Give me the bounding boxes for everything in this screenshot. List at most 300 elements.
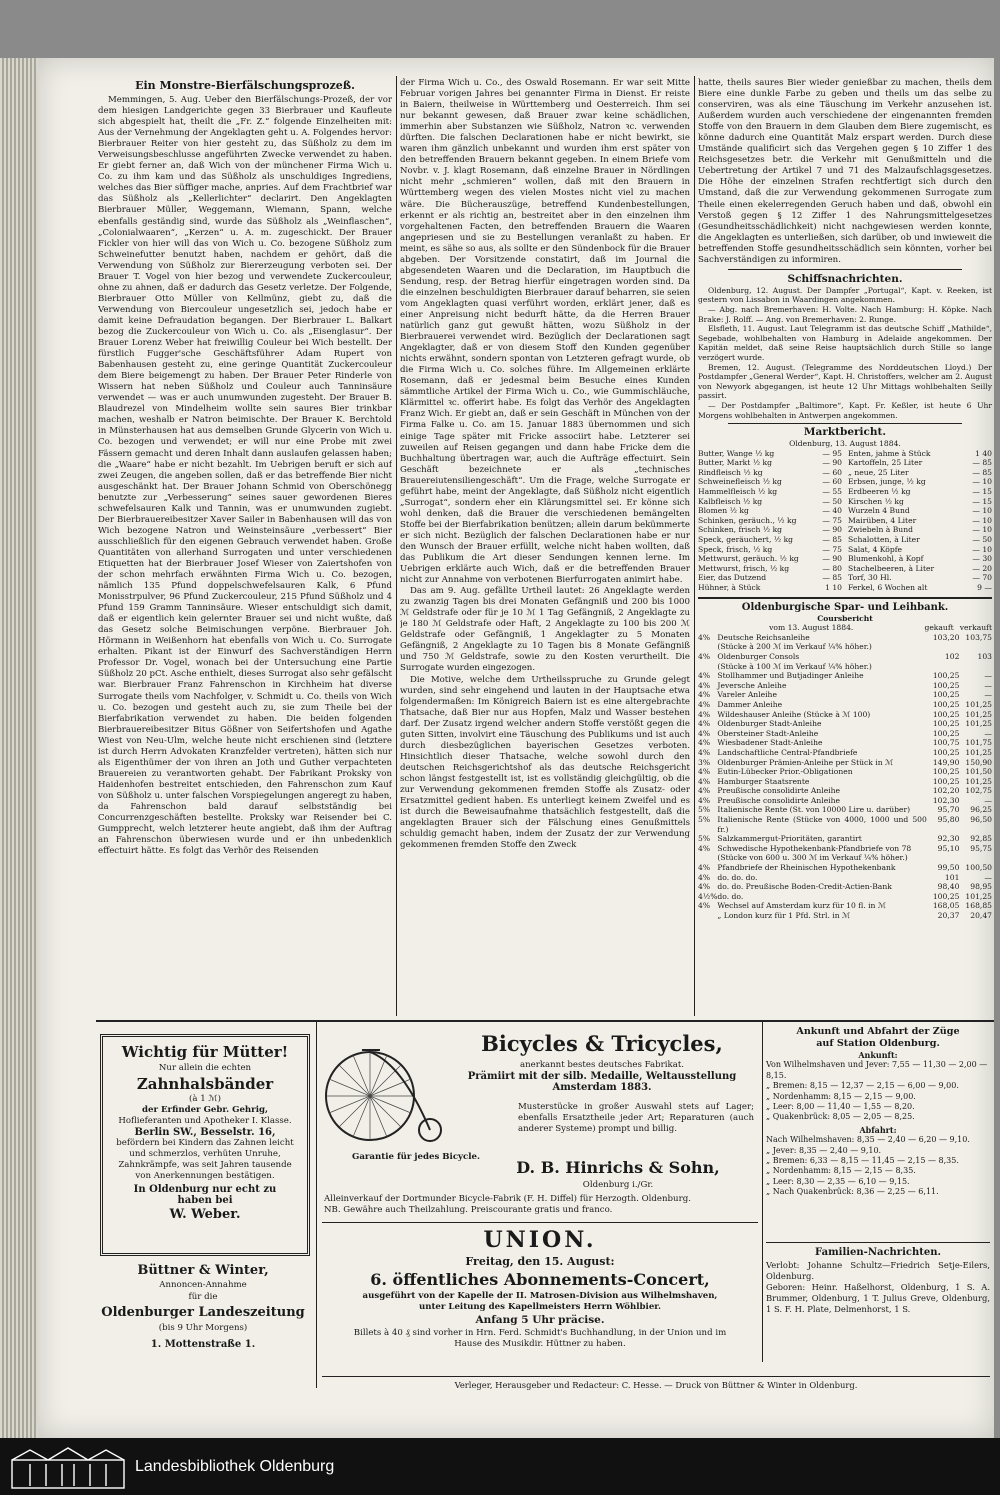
bank-bought: 102,30 [932,795,960,805]
departures-list [766,1135,990,1197]
ad-address: 1. Mottenstraße 1. [150,1338,256,1350]
bank-sold: — [984,872,992,882]
train-times: „ Bremen: 6,33 — 8,15 — 11,45 — 2,15 — 8,35. [766,1156,959,1166]
bank-rate: 4% [698,699,711,709]
market-price: — 80 [822,563,842,573]
bank-bought: 20,37 [937,911,960,921]
bank-sold: 98,95 [970,882,992,892]
ad-time: Anfang 5 Uhr präcise. [475,1314,605,1326]
column-rule [396,76,397,1016]
bank-security: (Stücke à 100 ℳ im Verkauf ¼% höher.) [717,661,872,671]
bank-security: do. do. [717,891,744,901]
market-row [848,516,992,526]
ad-newspaper-name: Oldenburger Landeszeitung [101,1305,305,1320]
train-schedule-title: Ankunft und Abfahrt der Züge [796,1026,960,1037]
market-row [848,449,992,459]
market-row [848,535,992,545]
library-building-icon [8,1446,128,1490]
bank-security: Pfandbriefe der Rheinischen Hypothekenbank [717,863,896,873]
bank-rate: 5% [698,805,711,815]
market-item: Mettwurst, frisch, ½ kg [698,563,790,573]
bank-bought: 100,25 [932,747,960,757]
bank-security: Landschaftliche Central-Pfandbriefe [717,747,858,757]
market-item: Schweinefleisch ½ kg [698,477,782,487]
market-price: — 55 [822,487,842,497]
bank-sold: 101,25 [965,699,992,709]
market-item: Zwiebeln à Bund [848,525,913,535]
bank-bought: 99,50 [937,863,960,873]
bank-row [698,671,992,681]
ship-news-item: Oldenburg, 12. August. Der Dampfer „Portugal“, Kapt. v. Reeken, ist gestern von Lissabon in Waardingen angekommen. [698,285,992,305]
market-item: Speck, frisch, ½ kg [698,544,773,554]
ad-date: Freitag, den 15. August: [465,1255,615,1268]
imprint: Verleger, Herausgeber und Redacteur: C. Hesse. — Druck von Büttner & Winter in Oldenburg. [454,1380,858,1390]
motives-paragraph: Die Motive, welche dem Urtheilsspruche zu Grunde gelegt wurden, sind sehr eingehend und lauten in der Hauptsache etwa folgendermaßen: Im Königreich Baiern ist es eine altergebrachte Thatsache, daß Bier nur aus Hopfen, Malz und Wasser bestehen darf. Der Zusatz irgend welcher andern Stoffe verstößt gegen die guten Sitten, involvirt eine Täuschung des Publikums und ist auch durch diesbezüglichen bayerischen Gesetzes verboten. Hinsichtlich dieser Thatsache, welche sowohl durch den deutschen Reichsgerichtshof als das deutsche Reichsgericht schon längst festgestellt ist, ist es vollständig gleichgültig, ob die zur Verwendung gekommenen fremden Stoffe als Zusatz- oder Ersatzmittel gedient haben. Es unterliegt keinem Zweifel und es ist durch die Beweisaufnahme thatsächlich festgestellt, daß die angeklagten Brauer sich der Fälschung eines Genußmittels schuldig gemacht haben, indem der Zusatz der zur Verwendung gekommenen fremden Stoffe den Zweck [400,674,690,851]
ship-news-item: — Abg. nach Bremerhaven: H. Volte. Nach Hamburg: H. Köpke. Nach Brake: J. Rolff. — Ang. von Bremerhaven: 2. Runge. [698,304,992,324]
market-row [698,468,842,478]
bank-row [698,729,992,739]
library-name: Landesbibliothek Oldenburg [135,1458,335,1475]
bank-security: Wiesbadener Stadt-Anleihe [717,738,823,748]
train-times: „ Jever: 8,35 — 2,40 — 9,10. [766,1145,882,1155]
ad-vendor: D. B. Hinrichs & Sohn, [516,1158,720,1177]
bank-row [698,796,992,806]
bank-row [698,901,992,911]
bank-bought: 95,10 [937,843,960,853]
ad-text: für die [188,1291,218,1302]
bank-bought: 100,25 [932,690,960,700]
market-price: — 20 [972,563,992,573]
market-row [698,477,842,487]
bank-bought: 100,25 [932,776,960,786]
bank-sold: 101,25 [965,719,992,729]
bank-security: „ London kurz für 1 Pfd. Strl. in ℳ [717,911,851,921]
market-item: Hühner, à Stück [698,583,761,593]
ad-text: anerkannt bestes deutsches Fabrikat. [519,1060,685,1070]
bank-security: Italienische Rente (Stücke von 4000, 1000 und 500 fr.) [717,815,927,834]
bank-security: Italienische Rente (St. von 10000 Lire u. darüber) [717,805,911,815]
ad-text: Prämiirt mit der silb. Medaille, Weltausstellung [467,1071,737,1082]
ad-text: ausgeführt von der Kapelle der II. Matrosen-Division aus Wilhelmshaven, [362,1291,718,1301]
market-row [698,458,842,468]
ads-rule [762,1022,763,1362]
bank-sold: 92,85 [970,834,992,844]
bank-sold: — [984,671,992,681]
bank-row [698,882,992,892]
bank-rate: 4% [698,651,711,661]
market-item: Butter, Wange ½ kg [698,448,775,458]
family-news [766,1246,990,1315]
bank-bought: 100,25 [932,728,960,738]
market-item: Stachelbeeren, à Liter [848,563,935,573]
market-item: Schinken, frisch ½ kg [698,525,783,535]
market-item: Eier, das Dutzend [698,573,767,583]
bank-rate: 4% [698,786,711,796]
ship-news-item: Bremen, 12. August. (Telegramme des Norddeutschen Lloyd.) Der Postdampfer „General Werder“, Kapt. H. Christoffers, welcher am 2. August von Newyork abgegangen, ist heute 12 Uhr Mittags wohlbehalten Seilly passirt. [698,362,992,401]
bank-bought: 101 [944,872,960,882]
bank-rates-table [698,633,992,921]
bank-row [698,767,992,777]
bank-bought: 95,70 [937,805,960,815]
bank-rate: 4% [698,709,711,719]
bank-row [698,853,992,863]
bank-bought: 100,25 [932,767,960,777]
ad-address: Oldenburg i./Gr. [582,1180,654,1190]
market-price: — 70 [972,573,992,583]
market-price: — 15 [972,487,992,497]
bank-bought: 103,20 [932,632,960,642]
bank-rate: 4% [698,843,711,853]
market-item: Butter, Markt ½ kg [698,458,772,468]
bank-sold [959,853,992,863]
bank-col-sold: verkauft [959,623,992,633]
bank-row [698,834,992,844]
bank-bought [927,662,960,672]
bank-sold: — [984,680,992,690]
article-paragraph: hatte, theils saures Bier wieder genießbar zu machen, theils dem Biere eine dunkle Farbe zu geben und theils um das selbe zu conserviren, was als eine Täuschung im Verkehr anzusehen ist. Außerdem wurden auch verschiedene der eingenannten fremden Stoffe von den Brauern in dem Glauben dem Biere zugemischt, es könne dadurch eine Quantität Malz erspart werden. Durch diese Umstände qualificirt sich das Vergehen gegen § 10 Ziffer 1 des Reichsgesetzes betr. die Verkehr mit Genußmitteln und die Uebertretung der Artikel 7 und 71 des Malzaufschlagsgesetzes. Die Höhe der einzelnen Strafen rechtfertigt sich durch den Umstand, daß die zur Verwendung gekommenen Surrogate zum Theile einen ekelerregenden Geruch haben und daß, obwohl ein Verstoß gegen § 12 Ziffer 1 des Nahrungsmittelgesetzes (Gesundheitsschädlichkeit) nicht nachgewiesen werden konnte, die Angeklagten es unterließen, sich darüber, ob und inwieweit die betreffenden Stoffe gesundheitsschädlich sein könnten, vorher bei Sachverständigen zu informiren. [698,78,992,265]
market-row [698,506,842,516]
bank-sold: — [984,728,992,738]
bank-bought: 149,90 [932,757,960,767]
bank-bought: 100,25 [932,680,960,690]
ad-text: Musterstücke in großer Auswahl stets auf Lager; ebenfalls Ersatztheile jeder Art; Reparaturen (auch anderer Systeme) prompt und billig. [518,1102,754,1134]
bank-bought: 100,25 [932,891,960,901]
bank-rate: 4% [698,882,711,892]
verdict-paragraph: Das am 9. Aug. gefällte Urtheil lautet: 26 Angeklagte werden zu zwanzig Tagen bis drei Monaten Gefängniß und 200 bis 1000 ℳ Geldstrafe oder für je 10 ℳ 1 Tag Gefängniß, 2 Angeklagte zu je 180 ℳ Geldstrafe oder Haft, 2 Angeklagte zu 100 bis 200 ℳ Geldstrafe oder Gefängniß, 1 Angeklagter zu 5 Monaten Gefängniß, 2 Angeklagte zu 10 Tagen bis 8 Monate Gefängniß und 750 ℳ Geldstrafe, sowie zu den Kosten verurtheilt. Die Surrogate wurden eingezogen. [400,586,690,674]
bank-security: (Stücke à 200 ℳ im Verkauf ¼% höher.) [717,642,872,652]
bank-security: Oldenburger Stadt-Anleihe [717,719,822,729]
bank-security: Preußische consolidirte Anleihe [717,786,841,796]
train-times: „ Leer: 8,00 — 11,40 — 1,55 — 8,20. [766,1102,915,1112]
bank-bought: 98,40 [937,882,960,892]
bank-security: Jeversche Anleihe [717,680,787,690]
train-times: „ Quakenbrück: 8,05 — 2,05 — 8,25. [766,1112,915,1122]
ad-text: der Erfinder Gebr. Gehrig, [142,1105,268,1115]
bank-security: Wechsel auf Amsterdam kurz für 10 fl. in ℳ [717,901,886,911]
penny-farthing-icon [322,1044,446,1144]
market-row [698,449,842,459]
bank-subtitle: Coursbericht [817,613,873,623]
bank-rate: 4% [698,632,711,642]
bank-row [698,652,992,662]
market-price: — 10 [972,515,992,525]
bank-rate: 4% [698,690,711,700]
market-price: — 85 [822,535,842,545]
market-row [698,573,842,583]
train-times: „ Nach Quakenbrück: 8,36 — 2,25 — 6,11. [766,1187,939,1197]
bank-security: Preußische consolidirte Anleihe [717,795,841,805]
market-price: — 10 [972,477,992,487]
market-row [698,487,842,497]
market-report-date: Oldenburg, 13. August 1884. [789,439,901,449]
bank-row [698,786,992,796]
market-row [698,554,842,564]
bank-bought [927,853,960,863]
bank-rate: 4% [698,776,711,786]
market-price: — 60 [822,467,842,477]
market-price: — 10 [972,506,992,516]
bank-row [698,633,992,643]
market-price: — 75 [822,515,842,525]
bank-row [698,892,992,902]
market-price: — 90 [822,458,842,468]
ad-event: 6. öffentliches Abonnements-Concert, [370,1270,710,1289]
ad-teething-necklaces [100,1034,310,1256]
market-price: — 95 [822,448,842,458]
market-item: Ferkel, 6 Wochen alt [848,583,928,593]
market-price: — 10 [972,525,992,535]
market-row [698,525,842,535]
ad-text: Garantie für jedes Bicycle. [352,1152,481,1162]
market-row [848,545,992,555]
bank-sold: 100,50 [965,863,992,873]
bank-sold: 101,25 [965,709,992,719]
bank-bought [927,642,960,652]
article-paragraph: Memmingen, 5. Aug. Ueber den Bierfälschungs-Prozeß, der vor dem hiesigen Landgerichte gegen 33 Bierbrauer und Kaufleute sich abgespielt hat, theilt die „Fr. Z.“ folgende Einzelheiten mit: Aus der Vernehmung der Angeklagten geht u. A. Folgendes hervor: Bierbrauer Reiter von hier gesteht zu, das Süßholz zu dem im Verweisungsbeschlusse angeführten Zwecke verwendet zu haben. Er giebt ferner an, daß Wich von der münchener Firma Wich u. Co. zu ihm kam und das Süßholz als unschuldiges Ingrediens, welches das Bier süffiger mache, anpries. Auf dem Frachtbrief war das Süßholz als „Kellerlichter“ declarirt. Den Angeklagten Bierbrauer Müller, Weggemann, Wiemann, Spann, welche ebenfalls geständig sind, wurde das Süßholz als „Weinflaschen“, „Colonialwaaren“, „Kerzen“ u. A. m. zugeschickt. Der Brauer Fickler von hier will das von Wich u. Co. bezogene Süßholz zum Schweinefutter benutzt haben, nachdem er gehört, daß die Verwendung von Süßholz zur Biererzeugung verboten sei. Der Brauer T. Vogel von hier bezog und verwendete Zuckercouleur, ohne zu ahnen, daß er dadurch das Gesetz verletze. Der Folgende, Bierbrauer Otto Müller von Kellmünz, giebt zu, daß die Verwendung von Biercouleur ungesetzlich sei, jedoch habe er damit keine Defraudation begangen. Der Bierbrauer L. Balkart bezog die Zuckercouleur von Wich u. Co. als „Eisenglasur“. Der Brauer Lorenz Weber hat freiwillig Couleur bei Wich bestellt. Der fürstlich Fugger'sche Geschäftsführer Adam Rupert von Babenhausen gesteht zu, eine geringe Quantität Zuckercouleur dem Biere beigemengt zu haben. Der Brauer Peter Rinderle von Wissern hat neben Süßholz und Couleur auch Tanninsäure verwendet — was er auch unumwunden zugesteht. Der Brauer B. Blaudrezel von Mindelheim wollte sein saures Bier trinkbar machen, weshalb er Natron beimischte. Der Brauer K. Berchtold in Münsterhausen hat aus demselben Grunde Glycerin von Wich u. Co. bezogen und verwendet; er will nur eine Probe mit zwei Fässern gemacht und deren Inhalt dann auslaufen gelassen haben; die „Waare“ habe er nicht bezahlt. Im Uebrigen beruft er sich auf zwei Zeugen, die angeben sollen, daß er das betreffende Bier nicht ausgeschänkt hat. Der Brauer Johann Schmid von Oberschönegg benutzte zur „Verbesserung“ seines sauer gewordenen Bieres schwefelsauren Kalk und Tannin, was er unumwunden zugiebt. Der Bierbrauereibesitzer Xaver Sailer in Babenhausen will das von Wich bezogene Natron und Weinsteinsäure „verbessert“ Bier ausschließlich für den eigenen Gebrauch verwendet haben. Große Quantitäten von allerhand Surrogaten und unter verschiedenen Etiquetten hat der Bierbrauer Josef Wieser von Zaiertshofen von der schon mehrfach erwähnten Firma Wich u. Co. bezogen, nämlich 135 Pfund doppelschwefelsauren Kalk, 6 Pfund Monisstrpulver, 96 Pfund Zuckercouleur, 215 Pfund Süßholz und 4 Pfund 159 Gramm Tanninsäure. Wieser entschuldigt sich damit, daß er eigentlich kein gelernter Brauer sei und nicht wußte, daß das Gesetz solche Beimischungen verpöne. Bierbrauer Joh. Hörmann in Weißenhorn hat ebenfalls von Wich u. Co. Surrogate erhalten. Pikant ist der Einwurf des Sachverständigen Herrn Professor Dr. Vogel, wonach bei der Untersuchung eine Partie Süßholz 20 pCt. Asche enthielt, dieses Surrogat also sehr gefälscht war. Bierbrauer Franz Fahrenschon in Kirchheim hat diverse Surrogate theils vom Nachfolger, v. Schmidt u. Co. theils von Wich u. Co. bezogen und gesteht auch zu, sie zum Theile bei der Bierfabrikation verwendet zu haben. Die beiden folgenden Bierbrauereibesitzer Bitus Gößner von Seifertshofen und Agathe Wiest von Neu-Ulm, welche heute nicht erschienen sind (letztere ist durch Herrn Advokaten Kranzfelder vertreten), hätten sich nur als Eigenthümer der von ihren an Joth und Guther verpachteten Brauereien zu verantworten gehabt. Der Fabrikant Proksky von Haidenhofen bestreitet entschieden, den Fahrenschon zum Kauf von Süßholz u. unter falschen Vorspiegelungen angeregt zu haben, da Fahrenschon bald darauf selbstständig bei Concurrenzgeschäften bestellte. Proksky war Reisender bei C. Gumpprecht, welch letzterer heute angiebt, daß ihm der Auftrag an Fahrenschon überwiesen wurde und er ihn unbedenklich effectuirt hätte. Es folgt das Verhör des Reisenden [98,95,392,857]
bank-title: Oldenburgische Spar- und Leihbank. [741,601,949,613]
bank-sold [959,642,992,652]
bank-rate: 4½% [698,891,718,901]
bank-rate: 4% [698,671,711,681]
market-item: Blomen ½ kg [698,506,749,516]
market-row [848,468,992,478]
bank-bought: 100,75 [932,738,960,748]
bank-rate: 4% [698,719,711,729]
article-title: Ein Monstre-Bierfälschungsprozeß. [135,79,355,92]
bank-sold: 95,75 [970,843,992,853]
market-price: — 60 [822,477,842,487]
train-times: „ Nordenhamm: 8,15 — 2,15 — 9,00. [766,1091,916,1101]
market-row [848,487,992,497]
article-paragraph: der Firma Wich u. Co., des Oswald Rosemann. Er war seit Mitte Februar vorigen Jahres bei genannter Firma in Dienst. Er reiste in Baiern, theilweise in Württemberg und Oesterreich. Ihm sei nur bekannt gewesen, daß Brauer zwar keine schädlichen, immerhin aber Substanzen wie Süßholz, Natron ꝛc. verwenden dürften. Die falschen Declarationen habe er nicht bewirkt, sie waren ihm gänzlich unbekannt und wurden ihm erst später von den betreffenden Brauern bekannt gegeben. In einem Briefe vom Novbr. v. J. klagt Rosemann, daß einzelne Brauer in Nördlingen nicht mehr „schmieren“ wollen, daß mit den Brauern in Württemberg wegen des vielen Mostes nicht viel zu machen wäre. Die Bücherauszüge, betreffend Kundenbestellungen, erkennt er als richtig an, bestreitet aber in den einzelnen ihm vorgehaltenen Facten, den betreffenden Brauern die Waaren angepriesen und sie zu Bestellungen veranlaßt zu haben. Er meint, es sähe so aus, als sollte er den Sündenbock für die Brauer abgeben. Der Vorsitzende constatirt, daß im Journal die abgesendeten Waaren und die Declaration, im Hauptbuch die Sendung, resp. der Betrag hierfür eingetragen worden sind. Da die einzelnen beschuldigten Bierbrauer darauf beharren, sie seien vom Angeklagten quasi verführt worden, erklärt jener, daß es einer Anpreisung nicht bedurft hätte, da die Herren Brauer natürlich ganz gut gewußt hätten, wozu Süßholz in der Bierbrauerei verwendet wird. Bezüglich der Declarationen sagt Angeklagter, daß er von diesem Stoff den Kunden gegenüber nichts erwähnt, sondern spontan von Letzteren gefragt wurde, ob die Firma Wich u. Co. solches führe. Im Allgemeinen erklärte Rosemann, daß er jedesmal beim Besuche eines Kunden sämmtliche Artikel der Firma Wich u. Co., wie Gummischläuche, Klärmittel ꝛc. offerirt habe. Es folgt das Verhör des Angeklagten Franz Wich. Er giebt an, daß er sein Geschäft in München von der Firma Falke u. Co. am 15. Januar 1883 übernommen und sich einige Tage später mit Fricke associirt habe. Letzterer sei zuweilen auf Reisen gegangen und dann habe Fricke dem die Buchhaltung übertragen war, auch die Aufträge effectuirt. Sein Geschäft bezeichnete er als „technisches Brauereiutensiliengeschäft“. Um die Frage, welche Surrogate er geführt habe, meint der Angeklagte, daß Süßholz nicht eigentlich „Surrogat“, sondern eher ein Klärungsmittel sei. Er könne sich wohl denken, daß die Brauer die verschiedenen bemängelten Stoffe bei der Bierfabrikation benützen; allein darum bekümmerte er sich nicht. Bezüglich der falschen Declarationen habe er nur den Wunsch der Brauer erfüllt, welche nicht haben wollten, daß das Publikum die Art dieser Sendungen kennen lerne. Im Uebrigen erklärte auch Wich, daß er die betreffenden Brauer nicht zur Annahme von verbotenen Bierfurrogaten animirt habe. [400,78,690,586]
market-row [698,564,842,574]
market-price: — 90 [822,554,842,564]
bank-row [698,748,992,758]
ad-text: Annoncen-Annahme [159,1280,247,1290]
bank-rate [698,662,717,672]
bank-security: (Stücke von 600 u. 300 ℳ im Verkauf ¼% höher.) [717,853,908,863]
bank-sold: 101,75 [965,738,992,748]
bank-bought: 102,20 [932,786,960,796]
ship-news-item: Elsfleth, 11. August. Laut Telegramm ist das deutsche Schiff „Mathilde“, Segebade, wohlbehalten von Hamburg in Adelaide angekommen. Der Kapitän meldet, daß seine Reise hauptsächlich durch Stille so lange verzögert wurde. [698,324,992,362]
bank-rate: 5% [698,815,711,825]
ad-price: (à 1 ℳ) [189,1094,221,1104]
market-item: Enten, jahme à Stück [848,448,931,458]
bank-rate: 4% [698,738,711,748]
arrivals-list [766,1060,990,1122]
train-times: Nach Wilhelmshaven: 8,35 — 2,40 — 6,20 — 9,10. [766,1135,970,1145]
bank-rate: 4% [698,901,711,911]
bank-row [698,777,992,787]
market-price: 1 10 [825,583,842,593]
ad-text: Hoflieferanten und Apotheker I. Klasse. [118,1116,292,1126]
market-price: — 15 [972,496,992,506]
market-item: Wurzeln 4 Bund [848,506,910,516]
bank-row [698,642,992,652]
market-item: Speck, geräuchert, ½ kg [698,535,794,545]
column-rule [694,76,695,1016]
bank-security: Stollhammer und Butjadinger Anleihe [717,671,864,681]
bank-rate: 3% [698,757,711,767]
bank-row [698,719,992,729]
ads-rule [316,1022,317,1388]
market-price: — 85 [822,573,842,583]
market-table-right [848,449,992,593]
market-item: Kirschen ½ kg [848,496,904,506]
bank-rate [698,853,717,863]
bank-rate: 4% [698,863,711,873]
bank-bought: 102 [944,651,960,661]
market-price: — 30 [972,554,992,564]
engagement-notice: Verlobt: Johanne Schultz—Friedrich Setje-Eilers, Oldenburg. [766,1260,990,1281]
bank-security: Dammer Anleihe [717,699,783,709]
library-footer [0,1438,1000,1495]
bank-security: Obersteiner Stadt-Anleihe [717,728,819,738]
market-report-title: Marktbericht. [803,426,887,439]
bank-bought: 168,05 [932,901,960,911]
bank-sold [959,662,992,672]
bank-sold: 101,25 [965,747,992,757]
bank-security: Hamburger Staatsrente [717,776,810,786]
imprint-rule [322,1376,990,1377]
market-table [698,449,992,593]
bank-rate: 4% [698,747,711,757]
bank-security: Deutsche Reichsanleihe [717,632,810,642]
market-row [848,564,992,574]
market-item: Kartoffeln, 25 Liter [848,458,923,468]
market-row [848,497,992,507]
bank-row [698,690,992,700]
market-row [698,535,842,545]
market-item: Blumenkohl, à Kopf [848,554,924,564]
market-row [698,516,842,526]
market-price: — 50 [972,535,992,545]
bank-security: Oldenburger Consols [717,651,800,661]
market-item: Erdbeeren ½ kg [848,487,911,497]
train-times: „ Leer: 8,30 — 2,35 — 6,10 — 9,15. [766,1176,910,1186]
market-item: Torf, 30 Hl. [848,573,892,583]
bank-row [698,758,992,768]
ads-top-rule [96,1020,994,1022]
bank-rate: 4% [698,680,711,690]
bank-row [698,681,992,691]
market-row [848,458,992,468]
market-table-left [698,449,842,593]
market-price: — 90 [822,525,842,535]
market-item: Hammelfleisch ½ kg [698,487,778,497]
market-row [848,554,992,564]
bank-row [698,863,992,873]
family-rule [766,1242,990,1243]
ad-text: Amsterdam 1883. [552,1082,652,1093]
bank-sold: 101,50 [965,767,992,777]
market-price: 1 40 [975,448,992,458]
bank-col-bought: gekauft [924,623,954,633]
bank-bought: 100,25 [932,719,960,729]
market-item: Erbsen, junge, ½ kg [848,477,926,487]
bank-sold: 103,75 [965,632,992,642]
market-row [848,583,992,593]
family-news-title: Familien-Nachrichten. [815,1247,941,1258]
article-column-3 [698,78,992,1016]
ad-headline: Bicycles & Tricycles, [481,1031,723,1056]
ad-address: Berlin SW., Besselstr. 16, [134,1127,276,1138]
ad-text: Billets à 40 ₰ sind vorher in Hrn. Ferd. Schmidt's Buchhandlung, in der Union und im Hause des Musikdir. Hüttner zu haben. [353,1328,727,1349]
bank-security: Salzkammergut-Prioritäten, garantirt [717,834,862,844]
ad-vendor: W. Weber. [169,1207,241,1222]
train-times: Von Wilhelmshaven und Jever: 7,55 — 11,30 — 2,00 — 8,15. [766,1060,988,1080]
bank-row [698,805,992,815]
bank-date: vom 13. August 1884. [769,623,854,633]
ad-text: Nur allein die echten [158,1063,252,1073]
departures-heading: Abfahrt: [859,1124,897,1135]
market-item: Schinken, geräuch., ½ kg [698,515,797,525]
bank-security: Eutin-Lübecker Prior.-Obligationen [717,767,853,777]
article-column-1 [98,78,392,1016]
bank-security: Oldenburger Prämien-Anleihe per Stück in ℳ [717,757,894,767]
birth-notice: Geboren: Heinr. Haßelhorst, Oldenburg, 1 S. A. Brummer, Oldenburg, 1 T. Julius Greve, Oldenburg, 1 S. F. H. Plate, Delmenhorst, 1 S. [766,1282,990,1314]
market-row [698,497,842,507]
newspaper-page [38,58,994,1438]
market-price: — 10 [972,544,992,554]
bank-sold: 96,25 [970,805,992,815]
bank-row [698,873,992,883]
bank-sold: — [984,690,992,700]
ad-text: befördern bei Kindern das Zahnen leicht und schmerzlos, verhüten Unruhe, Zahnkrämpfe, was seit Jahren tausende von Anerkennungen bestätigen. [116,1138,294,1181]
market-item: Mettwurst, geräuch. ½ kg [698,554,799,564]
bank-sold: 101,25 [965,891,992,901]
bank-row [698,844,992,854]
bank-sold: 101,25 [965,776,992,786]
ship-news-title: Schiffsnachrichten. [787,272,903,285]
bank-security: Vareler Anleihe [717,690,777,700]
ad-text: In Oldenburg nur echt zu haben bei [133,1184,277,1206]
bank-bought: 100,25 [932,671,960,681]
bank-rate: 4% [698,872,711,882]
market-price: — 75 [822,544,842,554]
bank-bought: 92,30 [937,834,960,844]
bank-row [698,662,992,672]
arrivals-heading: Ankunft: [858,1050,898,1060]
ad-text: unter Leitung des Kapellmeisters Herrn Wöhlbier. [418,1302,662,1312]
ad-headline: Wichtig für Mütter! [121,1043,289,1061]
bank-sold: 102,75 [965,786,992,796]
bank-sold: 20,47 [970,911,992,921]
bank-sold: — [984,795,992,805]
market-price: — 50 [822,496,842,506]
ad-product: Zahnhalsbänder [136,1075,274,1093]
bank-security: do. do. do. [717,872,758,882]
bank-bought: 95,80 [937,815,960,825]
market-price: — 85 [972,458,992,468]
market-row [848,506,992,516]
market-item: Schalotten, à Liter [848,535,920,545]
bank-rate: 4% [698,728,711,738]
bank-sold: 103 [977,651,992,661]
market-row [848,525,992,535]
market-row [848,573,992,583]
train-times: „ Nordenhamm: 8,15 — 2,15 — 8,35. [766,1166,916,1176]
bank-sold: 96,50 [970,815,992,825]
bank-rate [698,911,717,921]
ad-bicycles [322,1026,758,1218]
market-row [848,477,992,487]
train-schedule [766,1026,990,1198]
bank-row [698,738,992,748]
market-item: Rindfleisch ½ kg [698,467,763,477]
market-price: — 85 [972,467,992,477]
market-item: „ neue, 25 Liter [848,467,909,477]
